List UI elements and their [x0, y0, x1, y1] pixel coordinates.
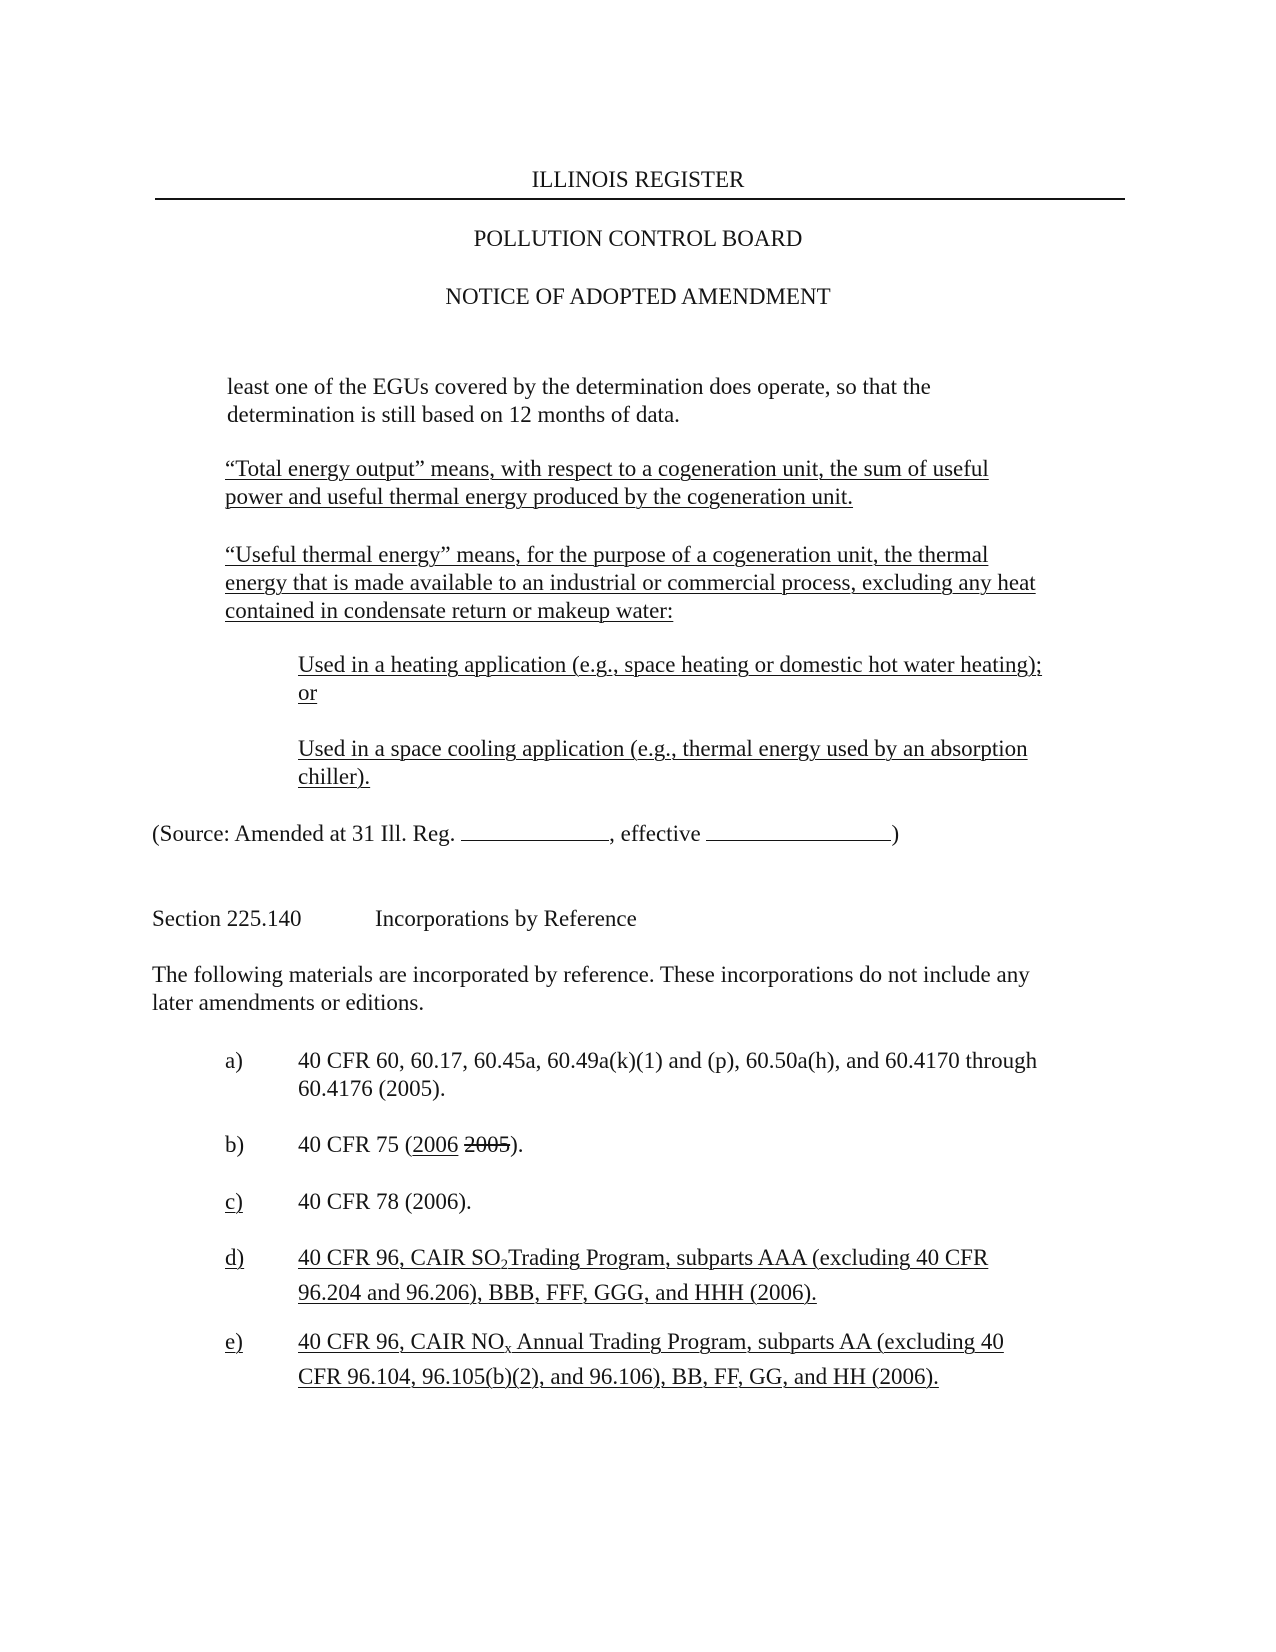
item-a-line: 60.4176 (2005). [298, 1076, 446, 1101]
register-blank [461, 820, 609, 841]
section-title: Incorporations by Reference [375, 906, 637, 931]
header-rule [155, 198, 1125, 200]
item-e-label: e) [225, 1329, 243, 1354]
continuation-paragraph [227, 373, 931, 429]
item-a [298, 1047, 1037, 1103]
heating-line: Used in a heating application (e.g., space heating or domestic hot water heating); [298, 652, 1043, 677]
source-prefix: (Source: Amended at 31 Ill. Reg. [152, 821, 456, 846]
item-e-line: CFR 96.104, 96.105(b)(2), and 96.106), BB, FF, GG, and HH (2006). [298, 1364, 939, 1389]
source-suffix: ) [891, 821, 900, 846]
section-number: Section 225.140 [152, 906, 302, 931]
item-c-text: 40 CFR 78 (2006). [298, 1189, 472, 1214]
intro-line: later amendments or editions. [152, 990, 425, 1015]
item-b-new-year: 2006 [412, 1132, 459, 1157]
definition-useful-thermal [225, 541, 1036, 625]
definition-line: “Total energy output” means, with respect to a cogeneration unit, the sum of useful [225, 456, 989, 481]
cooling-application [298, 735, 1028, 791]
item-a-label: a) [225, 1048, 243, 1073]
notice-title: NOTICE OF ADOPTED AMENDMENT [445, 284, 831, 309]
item-e [298, 1328, 1004, 1391]
definition-line: power and useful thermal energy produced by the cogeneration unit. [225, 484, 854, 509]
item-c-label: c) [225, 1189, 243, 1214]
source-note [152, 820, 899, 848]
definition-total-energy [225, 455, 989, 511]
item-e-text: 40 CFR 96, CAIR NO [298, 1329, 505, 1354]
register-title: ILLINOIS REGISTER [531, 167, 745, 192]
heating-application [298, 651, 1042, 707]
item-d-text: Trading Program, subparts AAA (excluding 40 CFR [508, 1245, 989, 1270]
item-c [225, 1188, 485, 1216]
item-e-line [298, 1328, 1004, 1363]
item-d-label: d) [225, 1245, 245, 1270]
intro-line: The following materials are incorporated by reference. These incorporations do not include any [152, 962, 1030, 987]
item-b-suffix: ). [510, 1132, 524, 1157]
definition-line: energy that is made available to an industrial or commercial process, excluding any heat [225, 570, 1036, 595]
definition-line: “Useful thermal energy” means, for the purpose of a cogeneration unit, the thermal [225, 542, 989, 567]
item-b-prefix: 40 CFR 75 ( [298, 1132, 413, 1157]
item-e-text: Annual Trading Program, subparts AA (excluding 40 [511, 1329, 1004, 1354]
item-b [298, 1131, 524, 1159]
item-d-text: 40 CFR 96, CAIR SO [298, 1245, 501, 1270]
source-middle: , effective [609, 821, 701, 846]
item-e-subscript: x [504, 1341, 512, 1357]
cooling-line: Used in a space cooling application (e.g., thermal energy used by an absorption [298, 736, 1028, 761]
intro-paragraph [152, 961, 1030, 1017]
continuation-line: least one of the EGUs covered by the determination does operate, so that the [227, 374, 931, 399]
heating-line: or [298, 680, 318, 705]
board-title: POLLUTION CONTROL BOARD [473, 226, 803, 251]
definition-line: contained in condensate return or makeup water: [225, 598, 674, 623]
effective-date-blank [706, 820, 891, 841]
item-d-line: 96.204 and 96.206), BBB, FFF, GGG, and HHH (2006). [298, 1280, 817, 1305]
cooling-line: chiller). [298, 764, 371, 789]
item-b-label: b) [225, 1132, 245, 1157]
item-d [298, 1244, 988, 1307]
item-a-line: 40 CFR 60, 60.17, 60.45a, 60.49a(k)(1) and (p), 60.50a(h), and 60.4170 through [298, 1048, 1038, 1073]
item-d-line [298, 1244, 988, 1279]
item-d-subscript: 2 [500, 1257, 509, 1273]
continuation-line: determination is still based on 12 months of data. [227, 402, 680, 427]
item-b-old-year: 2005 [464, 1132, 511, 1157]
